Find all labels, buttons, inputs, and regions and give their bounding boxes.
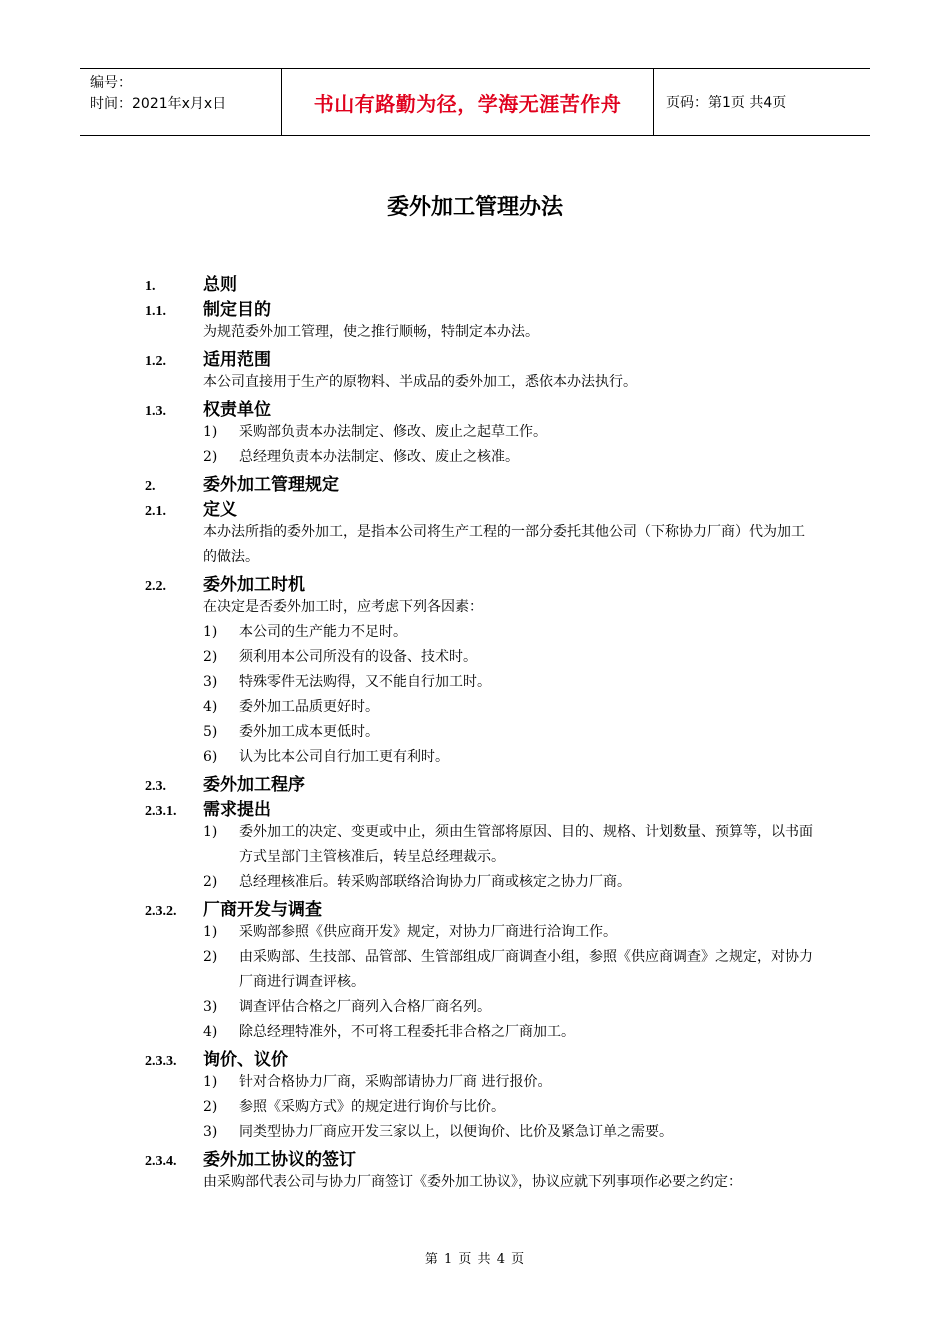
doc-date-label: 时间：2021年x月x日 — [90, 96, 227, 112]
section-title: 委外加工协议的签订 — [203, 1150, 356, 1170]
paragraph: 本公司直接用于生产的原物料、半成品的委外加工，悉依本办法执行。 — [203, 374, 637, 390]
section-heading — [145, 495, 825, 520]
list-number: 2) — [203, 1099, 218, 1115]
section-number: 1. — [145, 279, 156, 294]
paragraph: 由采购部代表公司与协力厂商签订《委外加工协议》，协议应就下列事项作必要之约定： — [203, 1174, 742, 1190]
list-number: 4) — [203, 699, 218, 715]
list-item — [203, 945, 823, 995]
list-number: 2) — [203, 874, 218, 890]
section-title: 权责单位 — [203, 400, 271, 420]
list-number: 1) — [203, 924, 218, 940]
list-item — [203, 1020, 823, 1045]
section-title: 委外加工时机 — [203, 575, 305, 595]
section-heading — [145, 395, 825, 420]
section-number: 1.2. — [145, 354, 166, 369]
section-heading — [145, 795, 825, 820]
list-text: 除总经理特准外，不可将工程委托非合格之厂商加工。 — [239, 1024, 575, 1040]
list-item — [203, 645, 823, 670]
document-body — [145, 270, 825, 1195]
list-item — [203, 1120, 823, 1145]
section-heading — [145, 570, 825, 595]
list-text: 针对合格协力厂商，采购部请协力厂商 进行报价。 — [239, 1074, 552, 1090]
paragraph: 在决定是否委外加工时，应考虑下列各因素： — [203, 599, 483, 615]
list-number: 3) — [203, 674, 218, 690]
list-number: 2) — [203, 949, 218, 965]
header-table — [80, 68, 870, 136]
list-text: 由采购部、生技部、品管部、生管部组成厂商调查小组，参照《供应商调查》之规定，对协力厂商进行调查评核。 — [239, 949, 813, 990]
list-item — [203, 1070, 823, 1095]
list-number: 1) — [203, 624, 218, 640]
section-heading — [145, 1145, 825, 1170]
list-text: 调查评估合格之厂商列入合格厂商名列。 — [239, 999, 491, 1015]
section-title: 适用范围 — [203, 350, 271, 370]
list-item — [203, 420, 823, 445]
list-item — [203, 745, 823, 770]
list-number: 4) — [203, 1024, 218, 1040]
list-text: 委外加工品质更好时。 — [239, 699, 379, 715]
list-text: 认为比本公司自行加工更有利时。 — [239, 749, 449, 765]
list-text: 采购部参照《供应商开发》规定，对协力厂商进行洽询工作。 — [239, 924, 617, 940]
list-text: 参照《采购方式》的规定进行询价与比价。 — [239, 1099, 505, 1115]
list-number: 1) — [203, 824, 218, 840]
section-heading — [145, 270, 825, 295]
list-text: 同类型协力厂商应开发三家以上，以便询价、比价及紧急订单之需要。 — [239, 1124, 673, 1140]
list-text: 采购部负责本办法制定、修改、废止之起草工作。 — [239, 424, 547, 440]
list-text: 特殊零件无法购得，又不能自行加工时。 — [239, 674, 491, 690]
section-number: 2.3. — [145, 779, 166, 794]
section-title: 总则 — [203, 275, 237, 295]
page-footer: 第 1 页 共 4 页 — [424, 1252, 526, 1267]
paragraph: 为规范委外加工管理，使之推行顺畅，特制定本办法。 — [203, 324, 539, 340]
list-item — [203, 695, 823, 720]
section-heading — [145, 470, 825, 495]
list-item — [203, 1095, 823, 1120]
list-number: 3) — [203, 1124, 218, 1140]
list-text: 须利用本公司所没有的设备、技术时。 — [239, 649, 477, 665]
section-title: 需求提出 — [203, 800, 271, 820]
section-number: 1.3. — [145, 404, 166, 419]
section-number: 2.3.3. — [145, 1054, 177, 1069]
section-number: 1.1. — [145, 304, 166, 319]
section-number: 2.3.4. — [145, 1154, 177, 1169]
section-title: 厂商开发与调查 — [203, 900, 322, 920]
header-page-info: 页码：第1页 共4页 — [666, 95, 787, 111]
list-item — [203, 920, 823, 945]
list-text: 总经理核准后。转采购部联络洽询协力厂商或核定之协力厂商。 — [239, 874, 631, 890]
header-meta — [80, 69, 282, 135]
section-heading — [145, 295, 825, 320]
list-text: 委外加工的决定、变更或中止，须由生管部将原因、目的、规格、计划数量、预算等，以书面方式呈部门主管核准后，转呈总经理裁示。 — [239, 824, 813, 865]
document-title: 委外加工管理办法 — [386, 195, 563, 220]
section-title: 定义 — [203, 500, 237, 520]
list-number: 6) — [203, 749, 218, 765]
list-text: 委外加工成本更低时。 — [239, 724, 379, 740]
paragraph: 本办法所指的委外加工，是指本公司将生产工程的一部分委托其他公司（下称协力厂商）代为加工的做法。 — [203, 524, 805, 565]
list-item — [203, 620, 823, 645]
list-item — [203, 720, 823, 745]
list-number: 1) — [203, 1074, 218, 1090]
list-item — [203, 445, 823, 470]
section-number: 2.1. — [145, 504, 166, 519]
section-heading — [145, 895, 825, 920]
section-title: 询价、议价 — [203, 1050, 288, 1070]
section-heading — [145, 1045, 825, 1070]
section-title: 委外加工管理规定 — [203, 475, 339, 495]
list-item — [203, 820, 823, 870]
list-text: 本公司的生产能力不足时。 — [239, 624, 407, 640]
list-item — [203, 870, 823, 895]
section-number: 2.3.2. — [145, 904, 177, 919]
section-number: 2. — [145, 479, 156, 494]
section-number: 2.2. — [145, 579, 166, 594]
list-number: 3) — [203, 999, 218, 1015]
section-number: 2.3.1. — [145, 804, 177, 819]
section-heading — [145, 345, 825, 370]
list-item — [203, 995, 823, 1020]
doc-code-label: 编号： — [90, 75, 132, 91]
list-text: 总经理负责本办法制定、修改、废止之核准。 — [239, 449, 519, 465]
section-title: 委外加工程序 — [203, 775, 305, 795]
header-motto: 书山有路勤为径，学海无涯苦作舟 — [282, 69, 654, 135]
list-number: 2) — [203, 649, 218, 665]
list-item — [203, 670, 823, 695]
list-number: 2) — [203, 449, 218, 465]
section-heading — [145, 770, 825, 795]
list-number: 1) — [203, 424, 218, 440]
section-title: 制定目的 — [203, 300, 271, 320]
list-number: 5) — [203, 724, 218, 740]
